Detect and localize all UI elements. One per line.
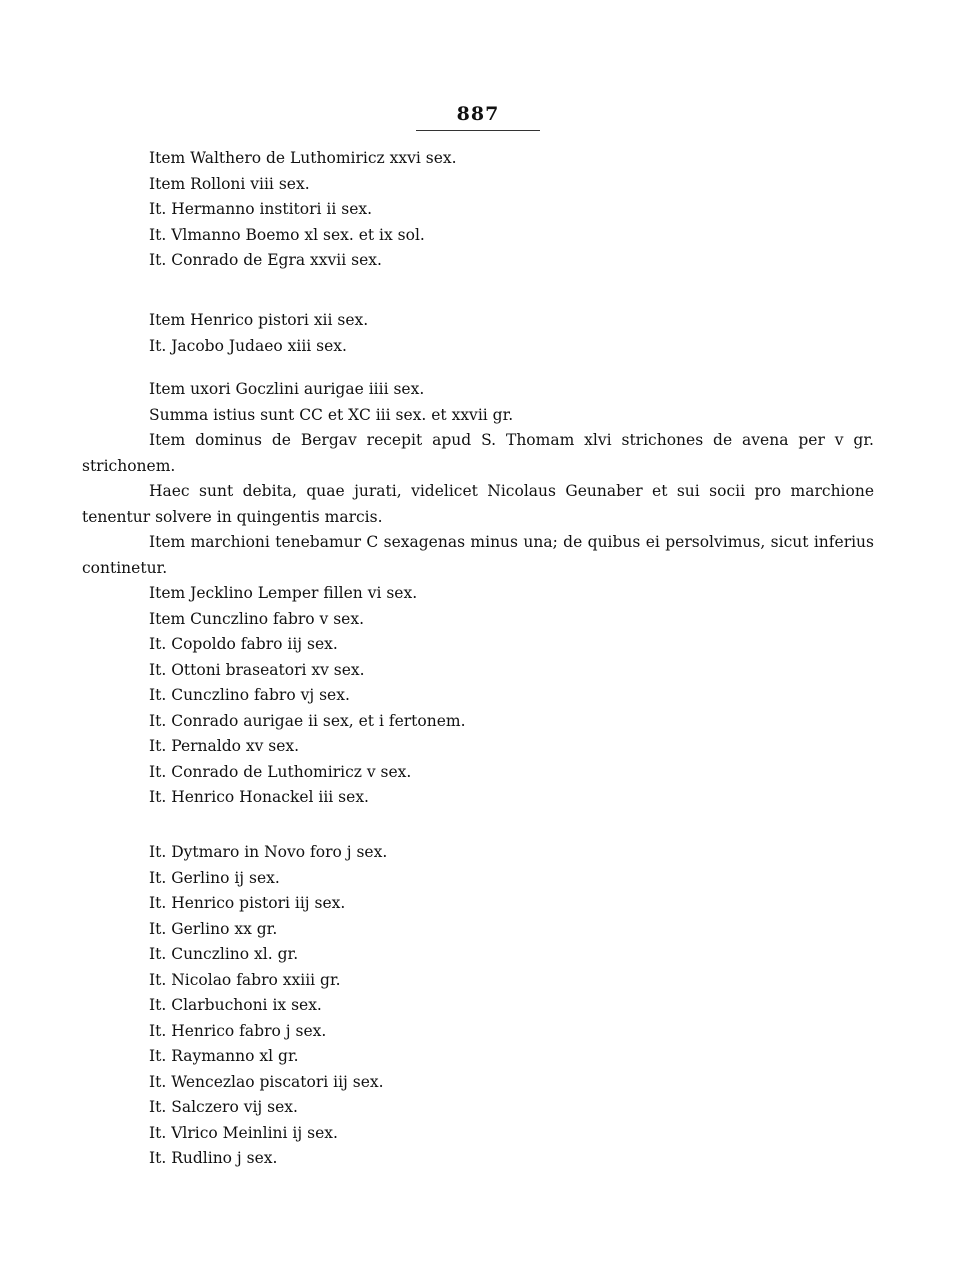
page-number: 887 — [456, 103, 500, 125]
entry-line: It. Henrico pistori iij sex. — [149, 894, 346, 912]
entries-block-3 — [82, 377, 874, 811]
entry-line: It. Gerlino xx gr. — [149, 919, 278, 938]
entry-line: It. Dytmaro in Novo foro j sex. — [149, 843, 388, 861]
entry-line: It. Conrado de Luthomiricz v sex. — [149, 762, 412, 781]
entry-line: It. Nicolao fabro xxiii gr. — [149, 970, 341, 989]
entry-line: It. Rudlino j sex. — [149, 1149, 278, 1167]
entries-block-1 — [82, 146, 874, 274]
entry-line: Item Jecklino Lemper fillen vi sex. — [149, 584, 418, 602]
entry-line: It. Hermanno institori ii sex. — [149, 200, 373, 218]
entry-line: It. Raymanno xl gr. — [149, 1047, 299, 1065]
entry-line: Item Cunczlino fabro v sex. — [149, 609, 365, 628]
entries-block-5 — [82, 840, 874, 1172]
entry-line: It. Vlrico Meinlini ij sex. — [149, 1123, 338, 1142]
entry-line: It. Vlmanno Boemo xl sex. et ix sol. — [149, 225, 425, 244]
entry-line: It. Conrado de Egra xxvii sex. — [149, 251, 382, 269]
entry-line: It. Cunczlino fabro vj sex. — [149, 686, 350, 704]
entries-block-2 — [82, 308, 874, 359]
summa-line: Summa istius sunt CC et XC iii sex. et xxvii gr. — [149, 405, 514, 424]
entry-line: It. Gerlino ij sex. — [149, 868, 280, 887]
entry-line: It. Clarbuchoni ix sex. — [149, 996, 322, 1014]
entry-line: It. Copoldo fabro iij sex. — [149, 635, 338, 653]
entry-line: Item Rolloni viii sex. — [149, 174, 310, 193]
entry-line: It. Henrico Honackel iii sex. — [149, 788, 369, 806]
paragraph-marchioni: Item marchioni tenebamur C sexagenas minus una; de quibus ei persolvimus, sicut inferius continetur. — [82, 533, 874, 577]
entry-line: It. Wencezlao piscatori iij sex. — [149, 1072, 384, 1091]
entry-line: It. Cunczlino xl. gr. — [149, 945, 299, 963]
entry-line: Item Walthero de Luthomiricz xxvi sex. — [149, 149, 457, 167]
entry-line: It. Pernaldo xv sex. — [149, 737, 300, 755]
entry-line: Item uxori Goczlini aurigae iiii sex. — [149, 380, 425, 398]
entry-line: It. Jacobo Judaeo xiii sex. — [149, 336, 347, 355]
entry-line: It. Henrico fabro j sex. — [149, 1021, 327, 1040]
entry-line: It. Conrado aurigae ii sex, et i fertonem. — [149, 711, 466, 730]
entry-line: It. Salczero vij sex. — [149, 1098, 298, 1116]
paragraph-debita: Haec sunt debita, quae jurati, videlicet Nicolaus Geunaber et sui socii pro marchione tenentur solvere in quingentis marcis. — [82, 482, 874, 526]
entry-line: Item Henrico pistori xii sex. — [149, 311, 369, 329]
entry-line: It. Ottoni braseatori xv sex. — [149, 660, 365, 679]
paragraph-bergav: Item dominus de Bergav recepit apud S. Thomam xlvi strichones de avena per v gr. strichonem. — [82, 431, 874, 475]
page-number-rule — [416, 130, 540, 131]
